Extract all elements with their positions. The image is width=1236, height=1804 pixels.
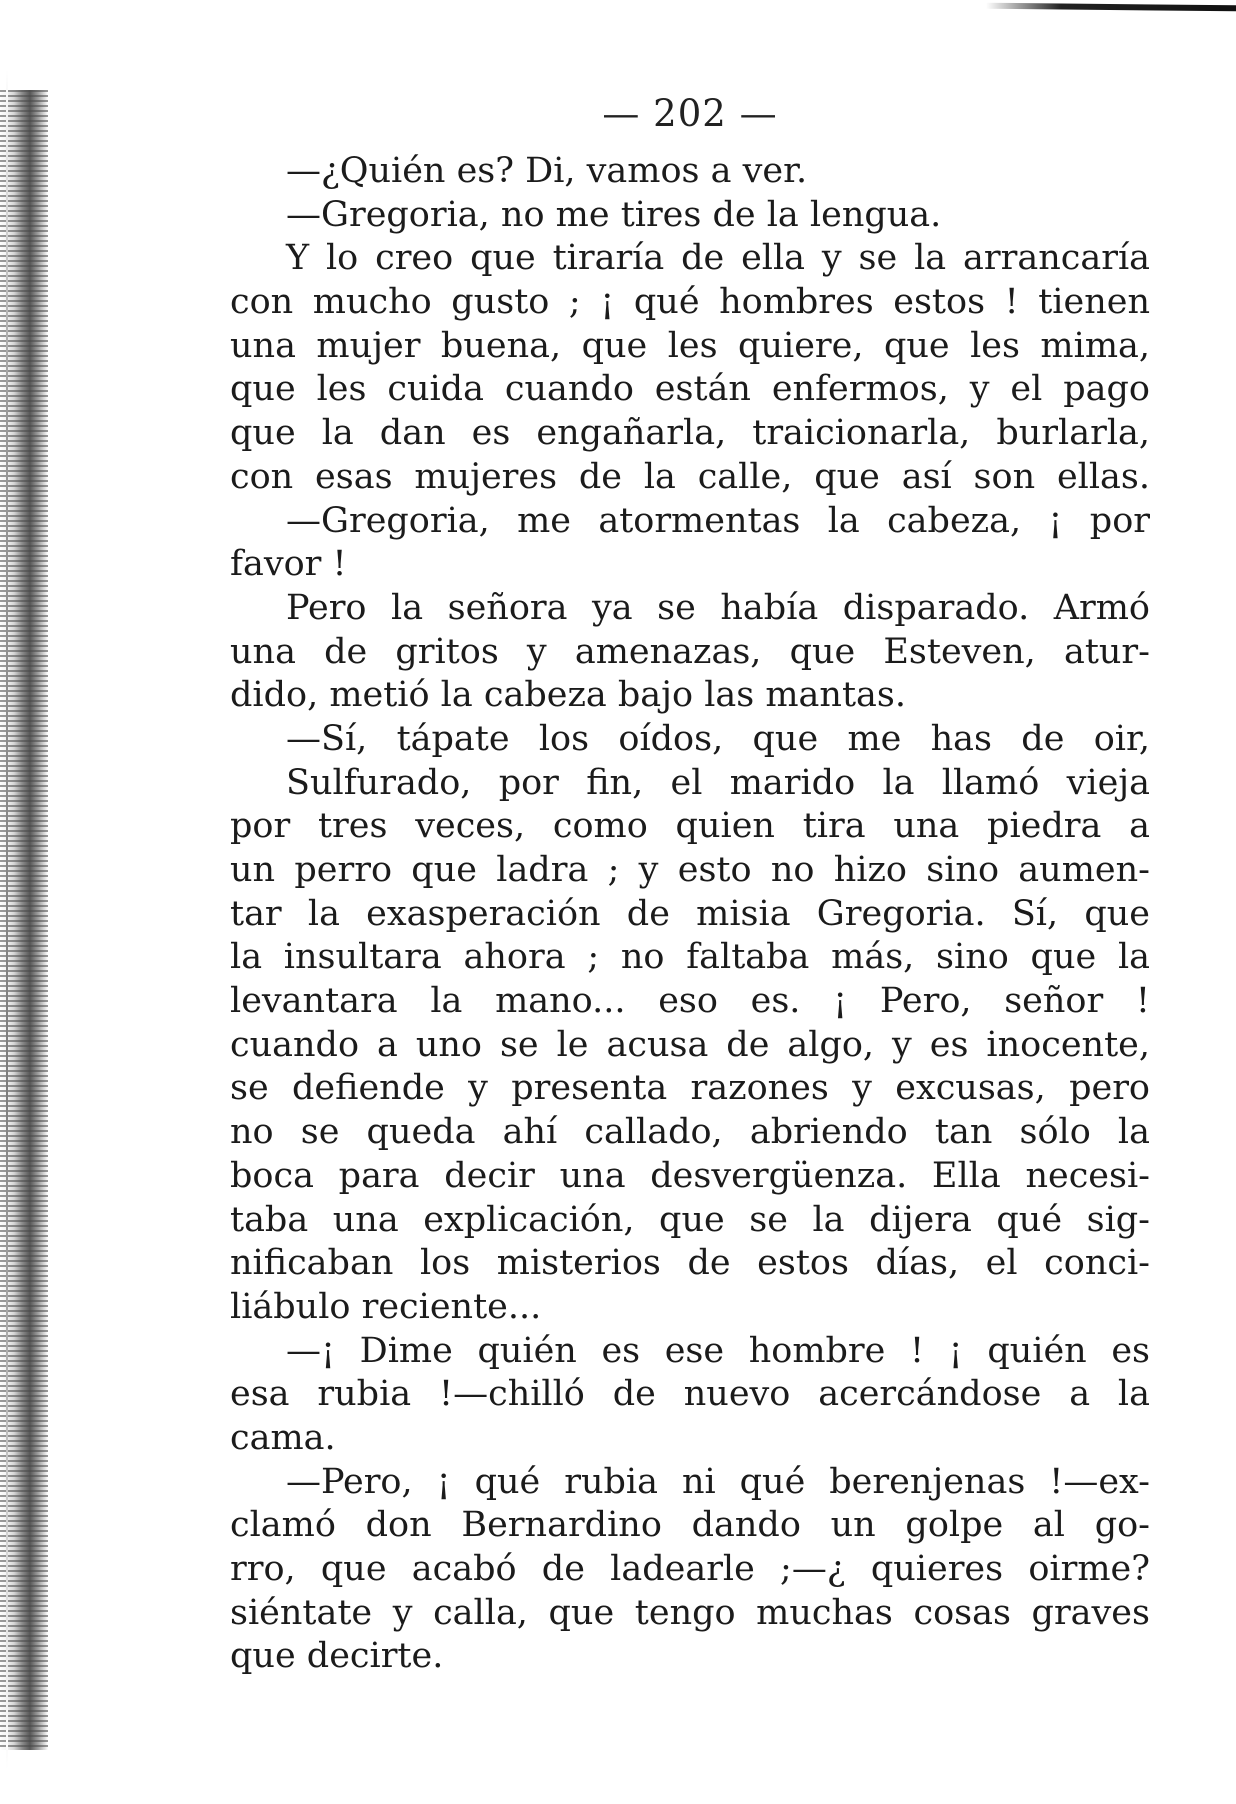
text-line: liábulo reciente... [230, 1286, 542, 1327]
text-line: rro, que acabó de ladearle ;—¿ quieres oirme? [230, 1549, 1150, 1589]
text-line: boca para decir una desvergüenza. Ella necesi- [230, 1155, 1150, 1196]
text-line: dido, metió la cabeza bajo las mantas. [230, 675, 906, 716]
text-line: Pero la señora ya se había disparado. Armó [286, 587, 1150, 628]
text-line: —Gregoria, me atormentas la cabeza, ¡ por [286, 500, 1150, 541]
binding-shadow-line [6, 70, 8, 1770]
text-line: Sulfurado, por fin, el marido la llamó vieja [286, 762, 1150, 803]
text-line: taba una explicación, que se la dijera qué sig- [230, 1199, 1150, 1240]
text-line: que decirte. [230, 1636, 444, 1677]
text-line: Y lo creo que tiraría de ella y se la arrancaría [286, 238, 1150, 279]
text-line: tar la exasperación de misia Gregoria. Sí, que [230, 893, 1150, 934]
text-line: se defiende y presenta razones y excusas, pero [230, 1068, 1150, 1109]
text-line: favor ! [230, 544, 347, 585]
text-line: nificaban los misterios de estos días, el conci- [230, 1243, 1150, 1284]
text-line: que les cuida cuando están enfermos, y el pago [230, 369, 1150, 410]
page-body [230, 150, 1150, 1679]
text-line: levantara la mano... eso es. ¡ Pero, señor ! [230, 981, 1150, 1022]
text-line: por tres veces, como quien tira una piedra a [230, 806, 1150, 847]
text-line: con mucho gusto ; ¡ qué hombres estos ! tienen [230, 282, 1150, 323]
text-line: —Sí, tápate los oídos, que me has de oir, [286, 718, 1150, 759]
text-line: —Gregoria, no me tires de la lengua. [286, 194, 942, 235]
text-line: una mujer buena, que les quiere, que les mima, [230, 325, 1150, 366]
text-line: —¿Quién es? Di, vamos a ver. [286, 151, 808, 191]
text-line: que la dan es engañarla, traicionarla, burlarla, [230, 413, 1150, 454]
text-line: esa rubia !—chilló de nuevo acercándose a la [230, 1374, 1150, 1415]
text-line: una de gritos y amenazas, que Esteven, atur- [230, 631, 1150, 672]
text-line: cama. [230, 1417, 336, 1458]
text-line: la insultara ahora ; no faltaba más, sino que la [230, 937, 1150, 978]
text-line: —¡ Dime quién es ese hombre ! ¡ quién es [286, 1330, 1150, 1371]
text-line: un perro que ladra ; y esto no hizo sino aumen- [230, 850, 1150, 890]
text-line: clamó don Bernardino dando un golpe al go- [230, 1505, 1150, 1546]
text-line: no se queda ahí callado, abriendo tan sólo la [230, 1112, 1150, 1153]
text-line: siéntate y calla, que tengo muchas cosas graves [230, 1592, 1150, 1633]
scan-edge-mark [986, 3, 1236, 12]
text-line: —Pero, ¡ qué rubia ni qué berenjenas !—ex- [286, 1461, 1150, 1502]
page-number: — 202 — [602, 92, 778, 135]
text-line: con esas mujeres de la calle, que así son ellas. [230, 456, 1150, 497]
text-line: cuando a uno se le acusa de algo, y es inocente, [230, 1024, 1150, 1065]
